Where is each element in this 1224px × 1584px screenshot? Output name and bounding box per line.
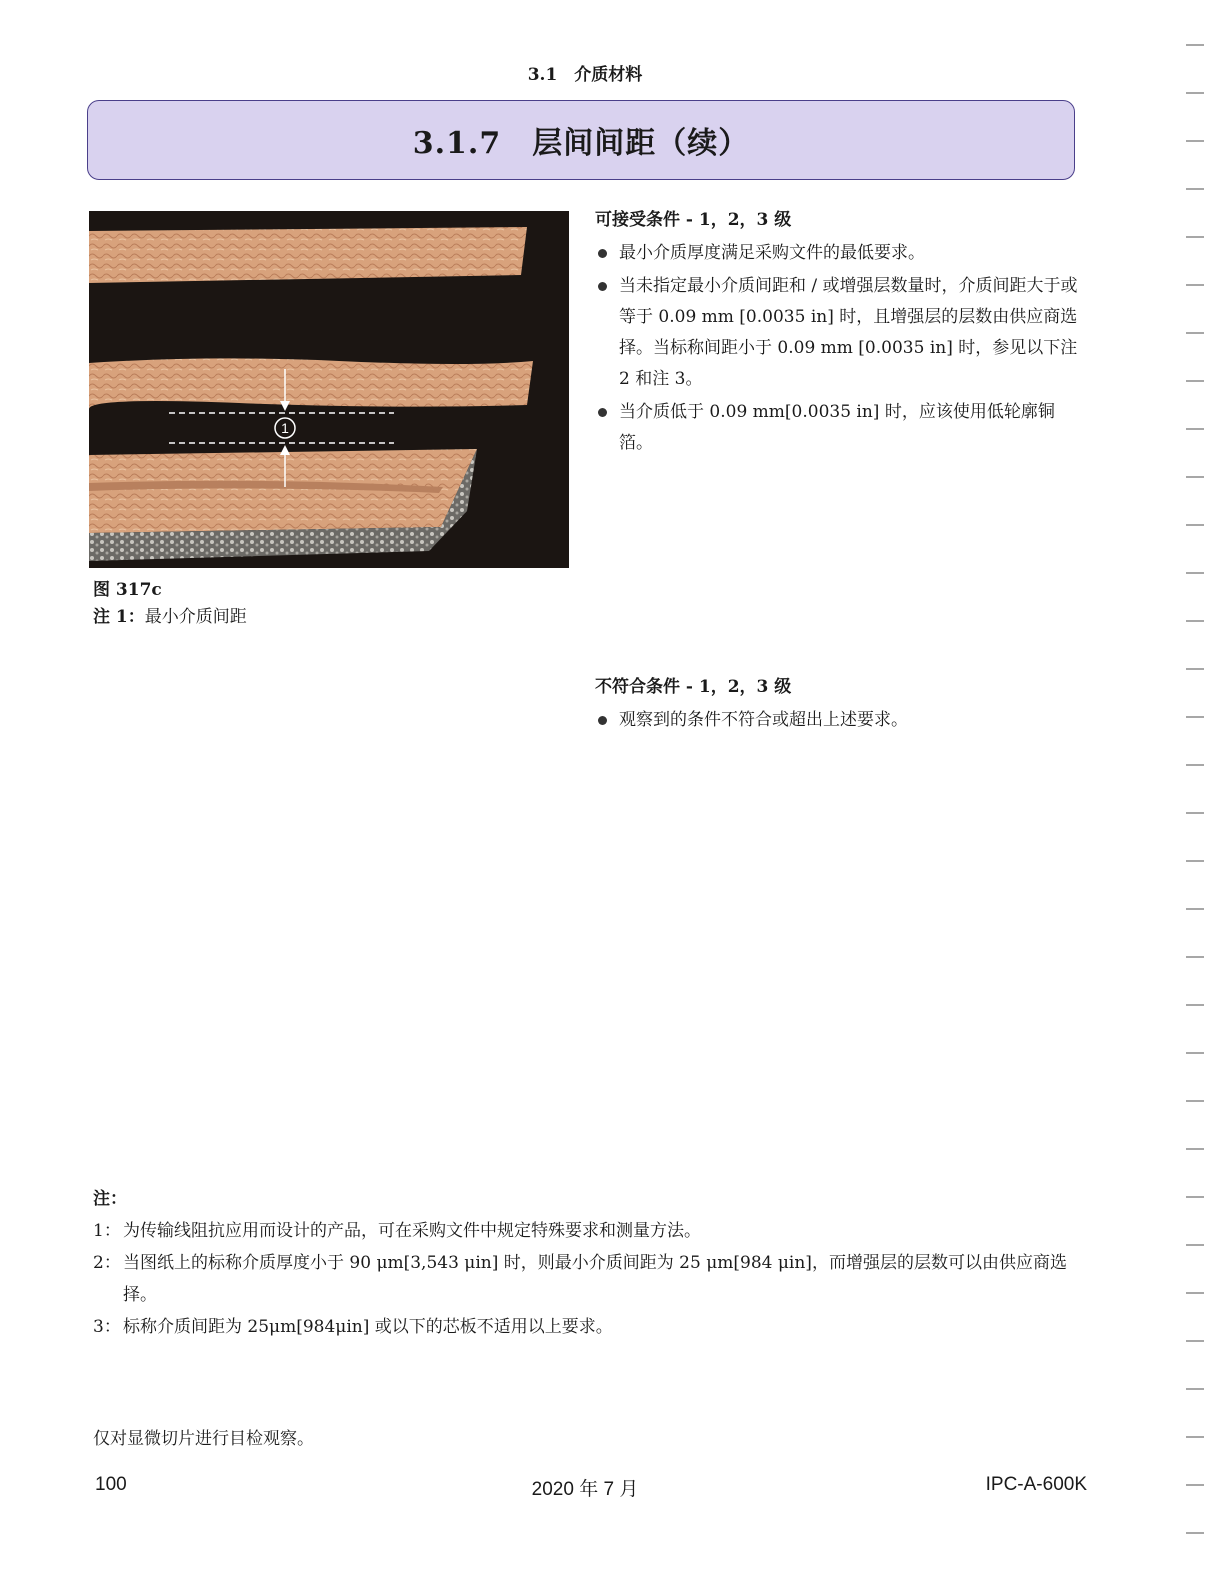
- nonconforming-conditions: [595, 672, 1085, 738]
- note-item: [93, 1311, 1093, 1343]
- document-id: IPC-A-600K: [985, 1474, 1087, 1495]
- page-number: 100: [95, 1474, 127, 1495]
- note-item: [93, 1247, 1093, 1311]
- figure-note: [93, 604, 247, 631]
- notes-title: 注：: [93, 1189, 127, 1209]
- list-item: 观察到的条件不符合或超出上述要求。: [595, 705, 1085, 736]
- note-number: 3：: [93, 1317, 121, 1337]
- microsection-illustration: [89, 211, 569, 568]
- callout-number: 1: [281, 420, 289, 436]
- figure-number: 图 317c: [93, 580, 162, 600]
- note-text: 当图纸上的标称介质厚度小于 90 μm[3,543 μin] 时，则最小介质间距为 25 μm[984 μin]，而增强层的层数可以由供应商选择。: [123, 1253, 1067, 1305]
- list-item: 最小介质厚度满足采购文件的最低要求。: [595, 238, 1085, 269]
- page-title: 3.1.7 层间间距（续）: [412, 126, 750, 161]
- note-text: 为传输线阻抗应用而设计的产品，可在采购文件中规定特殊要求和测量方法。: [123, 1221, 701, 1241]
- figure-note-text: 最小介质间距: [144, 607, 247, 627]
- section-title-box: [87, 100, 1075, 180]
- note-number: 1：: [93, 1221, 121, 1241]
- notes-section: [93, 1183, 1093, 1343]
- nonconforming-heading: 不符合条件 - 1，2，3 级: [595, 677, 792, 697]
- note-item: [93, 1215, 1093, 1247]
- note-text: 标称介质间距为 25μm[984μin] 或以下的芯板不适用以上要求。: [123, 1317, 613, 1337]
- microsection-photo: [89, 211, 569, 568]
- figure-note-key: 注 1：: [93, 607, 145, 627]
- acceptable-conditions: [595, 205, 1085, 461]
- list-item: 当介质低于 0.09 mm[0.0035 in] 时，应该使用低轮廓铜箔。: [595, 397, 1085, 459]
- acceptable-heading: 可接受条件 - 1，2，3 级: [595, 210, 792, 230]
- publication-date: 2020 年 7 月: [531, 1479, 639, 1500]
- section-label: 3.1 介质材料: [527, 65, 643, 85]
- copper-layer-top: [89, 227, 527, 283]
- list-item: 当未指定最小介质间距和 / 或增强层数量时，介质间距大于或等于 0.09 mm [0.0035 in] 时，且增强层的层数由供应商选择。当标称间距小于 0.09 mm [0.0035 in] 时，参见以下注 2 和注 3。: [595, 271, 1085, 395]
- figure-caption: [93, 577, 247, 631]
- nonconforming-list: [595, 705, 1085, 736]
- acceptable-list: [595, 238, 1085, 459]
- binding-edge-marks: [1164, 0, 1224, 1584]
- note-number: 2：: [93, 1253, 121, 1273]
- footer-remark: 仅对显微切片进行目检观察。: [93, 1429, 314, 1449]
